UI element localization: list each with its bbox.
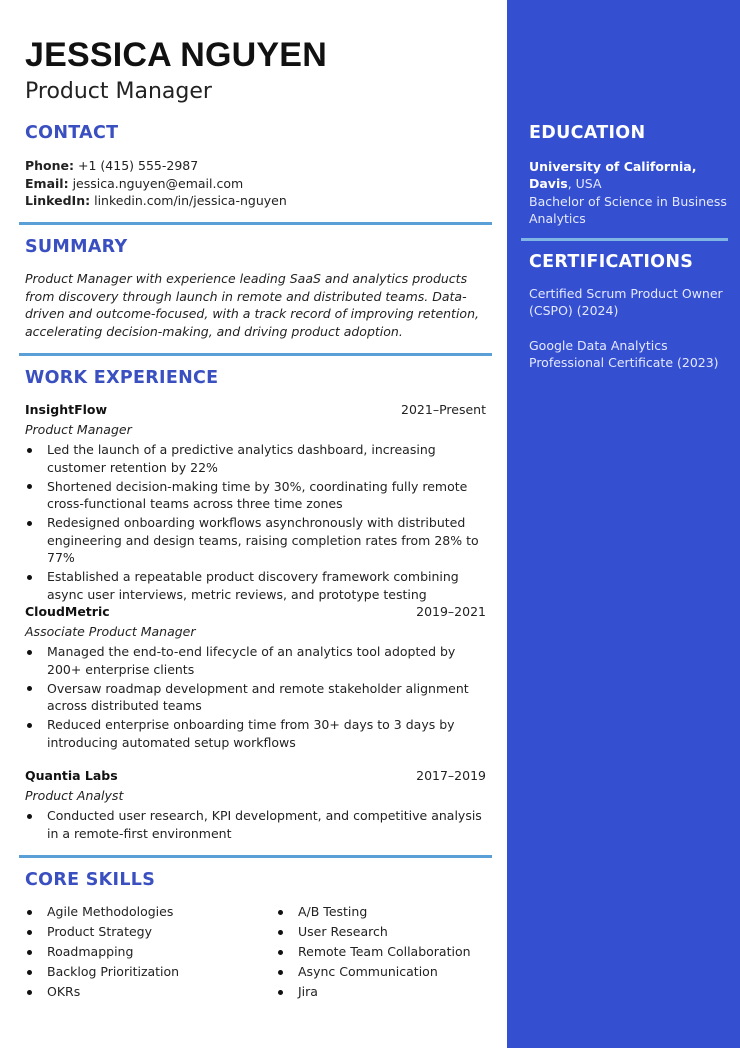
contact-phone	[25, 158, 198, 173]
phone-value: +1 (415) 555-2987	[78, 158, 199, 173]
summary-text: Product Manager with experience leading SaaS and analytics products from discovery through launch in remote and distributed teams. Data-driven and outcome-focused, with a track record of improving retention, accelerating decision-making, and driving product adoption.	[25, 271, 479, 339]
contact-linkedin	[25, 193, 287, 208]
contact-email	[25, 176, 243, 191]
job-bullets	[25, 807, 485, 844]
school-name: University of California, Davis	[529, 159, 697, 191]
job-company: CloudMetric	[25, 604, 110, 619]
skill-item: Agile Methodologies	[25, 902, 245, 922]
skills-list-right	[276, 902, 496, 1002]
skill-item: Remote Team Collaboration	[276, 942, 496, 962]
email-label: Email:	[25, 176, 69, 191]
candidate-title: Product Manager	[25, 79, 212, 104]
skill-item: A/B Testing	[276, 902, 496, 922]
skill-item: Roadmapping	[25, 942, 245, 962]
list-item: Shortened decision-making time by 30%, coordinating fully remote cross-functional teams across three time zones	[25, 478, 485, 513]
email-value[interactable]: jessica.nguyen@email.com	[72, 176, 244, 191]
contact-heading: CONTACT	[25, 123, 119, 143]
job-bullets	[25, 643, 485, 753]
job-title: Associate Product Manager	[25, 624, 196, 639]
skill-item: Backlog Prioritization	[25, 962, 245, 982]
phone-label: Phone:	[25, 158, 75, 173]
skill-item: Product Strategy	[25, 922, 245, 942]
job-dates: 2017–2019	[416, 768, 486, 783]
list-item: Led the launch of a predictive analytics dashboard, increasing customer retention by 22%	[25, 441, 485, 476]
school-location: , USA	[567, 176, 602, 191]
linkedin-label: LinkedIn:	[25, 193, 91, 208]
sidebar-column	[507, 0, 740, 1048]
list-item: Oversaw roadmap development and remote stakeholder alignment across distributed teams	[25, 680, 485, 715]
section-divider	[19, 855, 492, 858]
skill-item: OKRs	[25, 982, 245, 1002]
job-title: Product Manager	[25, 422, 132, 437]
experience-heading: WORK EXPERIENCE	[25, 368, 219, 388]
education-heading: EDUCATION	[529, 123, 646, 143]
summary-heading: SUMMARY	[25, 237, 128, 257]
skills-list-left	[25, 902, 245, 1002]
skill-item: Async Communication	[276, 962, 496, 982]
certifications-heading: CERTIFICATIONS	[529, 252, 694, 272]
education-school	[529, 158, 729, 192]
skills-heading: CORE SKILLS	[25, 870, 156, 890]
candidate-name: JESSICA NGUYEN	[25, 36, 327, 74]
skill-item: User Research	[276, 922, 496, 942]
section-divider	[521, 238, 728, 241]
job-bullets	[25, 441, 485, 605]
certification-item: Certified Scrum Product Owner (CSPO) (2024)	[529, 286, 723, 318]
education-degree: Bachelor of Science in Business Analytics	[529, 194, 727, 226]
linkedin-value[interactable]: linkedin.com/in/jessica-nguyen	[94, 193, 287, 208]
list-item: Established a repeatable product discovery framework combining async user interviews, metric reviews, and prototype testing	[25, 568, 485, 603]
list-item: Conducted user research, KPI development, and competitive analysis in a remote-first environment	[25, 807, 485, 842]
job-dates: 2019–2021	[416, 604, 486, 619]
job-title: Product Analyst	[25, 788, 124, 803]
job-company: InsightFlow	[25, 402, 108, 417]
list-item: Redesigned onboarding workflows asynchronously with distributed engineering and design teams, raising completion rates from 28% to 77%	[25, 514, 485, 567]
list-item: Reduced enterprise onboarding time from 30+ days to 3 days by introducing automated setup workflows	[25, 716, 485, 751]
list-item: Managed the end-to-end lifecycle of an analytics tool adopted by 200+ enterprise clients	[25, 643, 485, 678]
section-divider	[19, 222, 492, 225]
job-dates: 2021–Present	[401, 402, 486, 417]
job-company: Quantia Labs	[25, 768, 118, 783]
skill-item: Jira	[276, 982, 496, 1002]
section-divider	[19, 353, 492, 356]
certification-item: Google Data Analytics Professional Certificate (2023)	[529, 338, 719, 370]
